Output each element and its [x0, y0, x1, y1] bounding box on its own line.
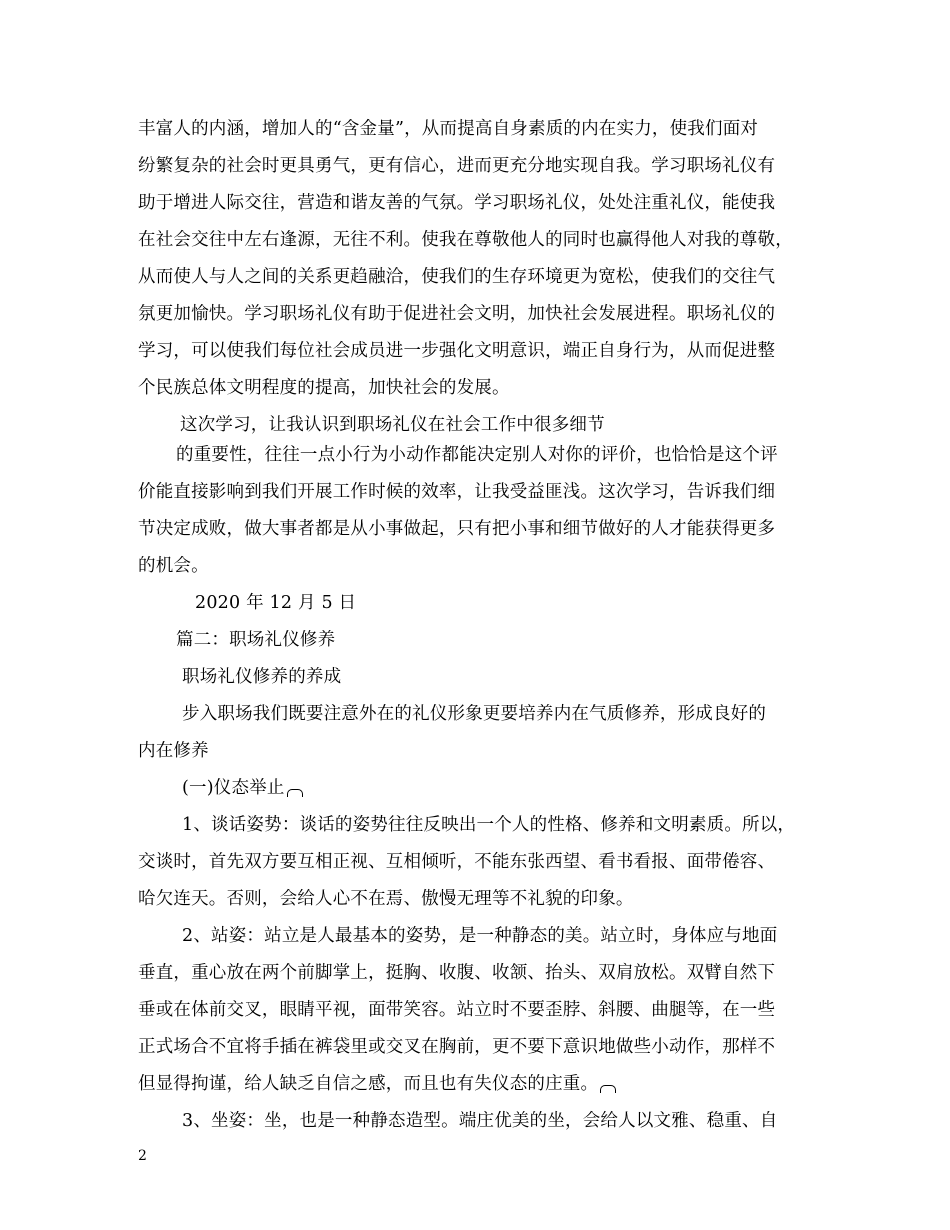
- body-text-line: 助于增进人际交往，营造和谐友善的气氛。学习职场礼仪，处处注重礼仪，能使我: [138, 193, 776, 213]
- body-text-line: 学习，可以使我们每位社会成员进一步强化文明意识，端正自身行为，从而促进整: [138, 341, 776, 361]
- paragraph-start-line: 3、坐姿：坐，也是一种静态造型。端庄优美的坐，会给人以文雅、稳重、自: [182, 1111, 778, 1131]
- body-text-line: 丰富人的内涵，增加人的“含金量”，从而提高自身素质的内在实力，使我们面对: [138, 119, 759, 139]
- paragraph-start-line: 1、谈话姿势：谈话的姿势往往反映出一个人的性格、修养和文明素质。所以，: [182, 815, 796, 835]
- paragraph-mark-icon: [287, 789, 303, 797]
- page-number: 2: [138, 1148, 147, 1164]
- body-text-line: 纷繁复杂的社会时更具勇气，更有信心，进而更充分地实现自我。学习职场礼仪有: [138, 156, 776, 176]
- body-text-line: 从而使人与人之间的关系更趋融洽，使我们的生存环境更为宽松，使我们的交往气: [138, 267, 776, 287]
- section-subheading: 职场礼仪修养的养成: [182, 667, 342, 687]
- body-text-line: 的机会。: [138, 556, 209, 576]
- date-line: 2020 年 12 月 5 日: [195, 593, 357, 613]
- paragraph-start-line: 步入职场我们既要注意外在的礼仪形象更要培养内在气质修养，形成良好的: [182, 704, 767, 724]
- paragraph-start-line: 2、站姿：站立是人最基本的姿势，是一种静态的美。站立时，身体应与地面: [182, 926, 778, 946]
- body-text-line: 垂或在体前交叉，眼睛平视，面带笑容。站立时不要歪脖、斜腰、曲腿等，在一些: [138, 1000, 776, 1020]
- body-text-line-text: 但显得拘谨，给人缺乏自信之感，而且也有失仪态的庄重。: [138, 1074, 599, 1094]
- body-text-line: 正式场合不宜将手插在裤袋里或交叉在胸前，更不要下意识地做些小动作，那样不: [138, 1037, 776, 1057]
- body-text-line: 个民族总体文明程度的提高，加快社会的发展。: [138, 378, 510, 398]
- subsection-heading: [182, 777, 303, 799]
- paragraph-mark-icon: [600, 1085, 616, 1093]
- body-text-line: [138, 1073, 616, 1095]
- paragraph-start-line: 这次学习，让我认识到职场礼仪在社会工作中很多细节: [180, 415, 605, 435]
- body-text-line: 节决定成败，做大事者都是从小事做起，只有把小事和细节做好的人才能获得更多: [138, 519, 776, 539]
- body-text-line: 垂直，重心放在两个前脚掌上，挺胸、收腹、收颔、抬头、双肩放松。双臂自然下: [138, 963, 776, 983]
- subsection-heading-text: (一)仪态举止: [182, 778, 285, 798]
- body-text-line: 在社会交往中左右逢源，无往不利。使我在尊敬他人的同时也赢得他人对我的尊敬，: [138, 230, 793, 250]
- body-text-line: 的重要性，往往一点小行为小动作都能决定别人对你的评价，也恰恰是这个评: [176, 445, 778, 465]
- section-heading: 篇二：职场礼仪修养: [176, 630, 336, 650]
- body-text-line: 内在修养: [138, 741, 209, 761]
- body-text-line: 交谈时，首先双方要互相正视、互相倾听，不能东张西望、看书看报、面带倦容、: [138, 852, 776, 872]
- body-text-line: 价能直接影响到我们开展工作时候的效率，让我受益匪浅。这次学习，告诉我们细: [138, 482, 776, 502]
- body-text-line: 哈欠连天。否则，会给人心不在焉、傲慢无理等不礼貌的印象。: [138, 889, 634, 909]
- body-text-line: 氛更加愉快。学习职场礼仪有助于促进社会文明，加快社会发展进程。职场礼仪的: [138, 304, 776, 324]
